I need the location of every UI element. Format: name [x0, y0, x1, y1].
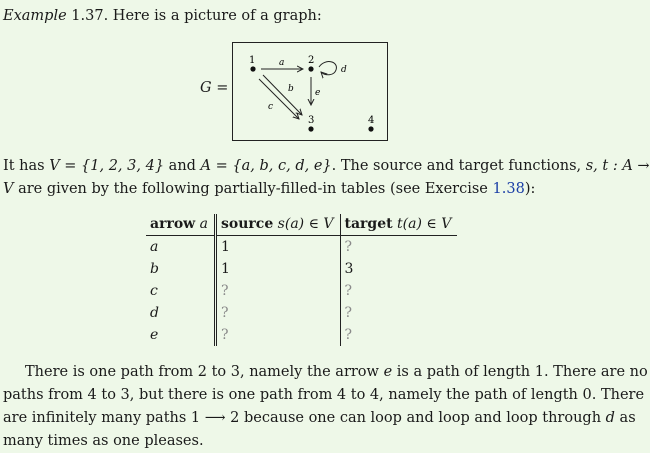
vertex-2-label: 2 — [308, 55, 315, 66]
row-arrow: a — [146, 236, 216, 259]
vertex-1-dot — [250, 66, 255, 71]
source-target-functions: s, t : A → — [585, 158, 650, 174]
row-arrow: e — [146, 324, 216, 346]
row-source: ? — [216, 324, 341, 346]
row-arrow: c — [146, 280, 216, 302]
paragraph-line: paths from 4 to 3, but there is one path from 4 to 4, namely the path of length 0. There — [3, 387, 645, 403]
arrow-b-label: b — [288, 84, 294, 94]
table-row — [146, 280, 457, 302]
paragraph-line: There is one path from 2 to 3, namely the arrow e is a path of length 1. There are no — [25, 364, 648, 380]
example-intro-text: Here is a picture of a graph: — [112, 8, 322, 24]
table-row — [146, 236, 457, 259]
arrow-c-label: c — [268, 102, 274, 112]
vertex-set: V = {1, 2, 3, 4} — [49, 158, 165, 174]
example-number: 1.37. — [71, 8, 109, 24]
row-target: ? — [344, 239, 353, 255]
codomain-symbol: V — [3, 181, 14, 197]
header-target: target t(a) ∈ V — [340, 214, 457, 236]
row-target: 3 — [344, 261, 354, 277]
header-source: source s(a) ∈ V — [216, 214, 341, 236]
arrow-d-loop — [319, 62, 336, 75]
table-row — [146, 302, 457, 324]
vertex-4-label: 4 — [368, 115, 375, 126]
sentence-text: It has — [3, 158, 50, 174]
source-target-table — [146, 214, 457, 346]
graph-diagram — [233, 43, 387, 140]
sentence-text: . The source and target functions, — [331, 158, 586, 174]
arrow-d-label: d — [341, 65, 347, 75]
table-row — [146, 324, 457, 346]
graph-label — [200, 80, 228, 96]
row-source: ? — [216, 280, 341, 302]
graph-name: G — [200, 80, 212, 96]
sentence-text: and — [164, 158, 201, 174]
vertex-1-label: 1 — [249, 55, 256, 66]
paragraph-line: many times as one pleases. — [3, 433, 204, 449]
row-target: ? — [344, 283, 353, 299]
vertex-3-label: 3 — [308, 115, 315, 126]
row-source: 1 — [216, 236, 341, 259]
row-source: 1 — [216, 258, 341, 280]
vertex-2-dot — [308, 66, 313, 71]
sets-sentence-line-2 — [3, 181, 535, 197]
table-row — [146, 258, 457, 280]
header-arrow: arrow a — [146, 214, 216, 236]
row-source: ? — [216, 302, 341, 324]
arrow-a-label: a — [279, 58, 285, 68]
arrow-e-label: e — [315, 88, 321, 98]
row-target: ? — [344, 305, 353, 321]
arrow-set: A = {a, b, c, d, e} — [200, 158, 332, 174]
row-target: ? — [344, 327, 353, 343]
paragraph-line: are infinitely many paths 1 ⟶ 2 because one can loop and loop and loop through d as — [3, 410, 636, 426]
sets-sentence-line-1 — [3, 158, 650, 174]
vertex-4-dot — [368, 126, 373, 131]
sentence-text: ): — [524, 181, 536, 197]
example-heading — [3, 8, 322, 24]
sentence-text: are given by the following partially-filled-in tables (see Exercise — [13, 181, 493, 197]
vertex-3-dot — [308, 126, 313, 131]
table-header-row — [146, 214, 457, 236]
graph-diagram-box — [232, 42, 388, 141]
paths-paragraph — [3, 361, 648, 453]
row-arrow: d — [146, 302, 216, 324]
exercise-link[interactable]: 1.38 — [492, 181, 525, 197]
example-label: Example — [3, 8, 67, 24]
graph-equals: = — [216, 80, 229, 96]
row-arrow: b — [146, 258, 216, 280]
